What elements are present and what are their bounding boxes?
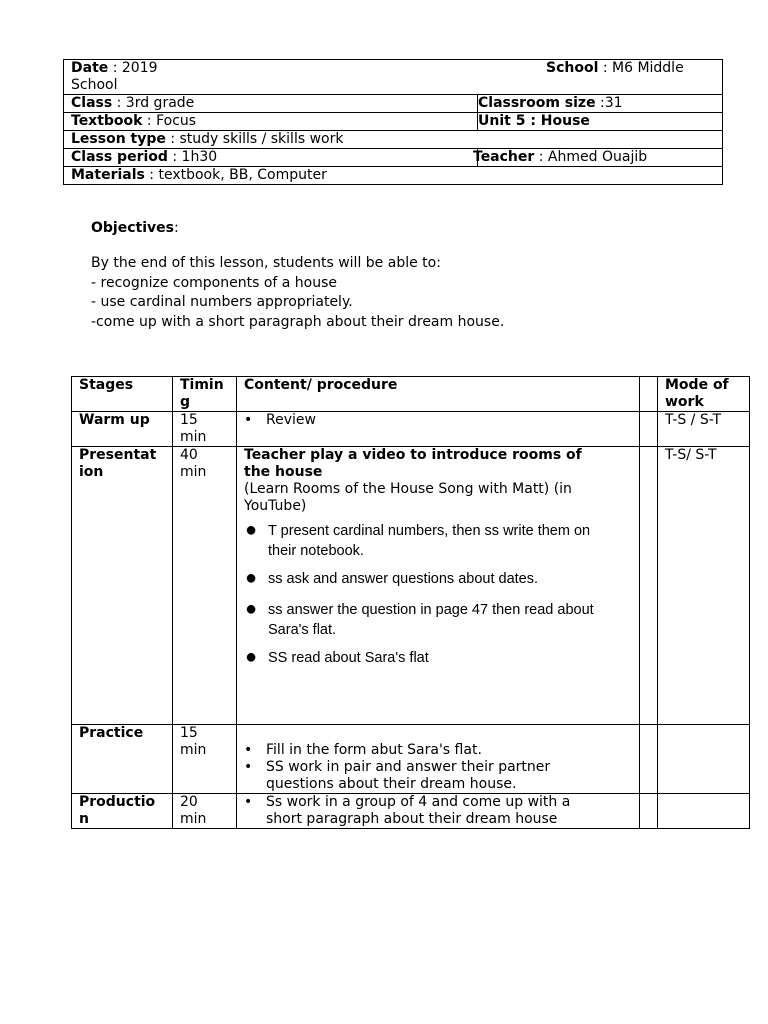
objective-item: -come up with a short paragraph about their dream house. (91, 313, 505, 330)
list-item (244, 569, 632, 589)
empty-cell (640, 794, 658, 829)
lesson-type-label: Lesson type (71, 131, 166, 147)
bullet: ● (245, 646, 258, 668)
mode-warmup: T-S / S-T (658, 412, 750, 447)
table-row-presentation (72, 447, 750, 725)
timing-unit: min (180, 464, 207, 480)
header-empty (640, 377, 658, 412)
objective-item: - recognize components of a house (91, 274, 338, 291)
lesson-plan-table (71, 376, 750, 829)
header-stages: Stages (72, 377, 173, 412)
textbook-value: : Focus (142, 113, 197, 129)
content-production (237, 794, 640, 829)
content-presentation (237, 447, 640, 725)
timing-value: 15 (180, 725, 198, 741)
class-period-cell (64, 149, 478, 167)
objective-item: - use cardinal numbers appropriately. (91, 294, 353, 310)
stage-line2: ion (79, 464, 104, 480)
school-label: School (546, 60, 599, 76)
class-period-label: Class period (71, 149, 168, 165)
date-label: Date (71, 60, 109, 76)
presentation-heading-line2: the house (244, 464, 323, 480)
unit-cell (478, 113, 723, 131)
list-item-line: Sara's flat. (268, 622, 337, 638)
objectives-section (91, 220, 711, 332)
textbook-label: Textbook (71, 113, 143, 129)
stage-production (72, 794, 173, 829)
school-value-continued: School (71, 77, 118, 93)
materials-label: Materials (71, 167, 145, 183)
unit-label: Unit 5 : House (478, 113, 590, 129)
timing-unit: min (180, 429, 207, 445)
list-item-line: their notebook. (268, 543, 364, 559)
timing-practice (173, 725, 237, 794)
list-item (244, 794, 632, 828)
list-item-line: T present cardinal numbers, then ss write them on (268, 523, 591, 539)
header-mode-line2: work (665, 394, 704, 410)
stage-practice: Practice (72, 725, 173, 794)
table-header-row (72, 377, 750, 412)
materials-cell (64, 167, 723, 185)
class-value: : 3rd grade (112, 95, 195, 111)
content-warmup (237, 412, 640, 447)
production-item-line1: Ss work in a group of 4 and come up with a (266, 794, 571, 810)
stage-line1: Presentat (79, 447, 157, 463)
warmup-item: Review (266, 412, 316, 428)
bullet: • (244, 759, 253, 775)
timing-value: 15 (180, 412, 198, 428)
bullet: ● (245, 567, 258, 589)
header-timing-line2: g (180, 394, 191, 410)
timing-production (173, 794, 237, 829)
school-value: : M6 Middle (598, 60, 684, 76)
materials-value: : textbook, BB, Computer (144, 167, 327, 183)
practice-item-1: Fill in the form abut Sara's flat. (266, 742, 482, 758)
class-period-value: : 1h30 (167, 149, 218, 165)
list-item-line: SS read about Sara's flat (268, 650, 429, 666)
lesson-type-cell (64, 131, 723, 149)
list-item (244, 759, 632, 793)
presentation-note-line2: YouTube) (244, 498, 307, 514)
mode-presentation: T-S/ S-T (658, 447, 750, 725)
stage-line1: Productio (79, 794, 156, 810)
stage-presentation (72, 447, 173, 725)
lesson-info-table (63, 59, 723, 185)
objectives-intro: By the end of this lesson, students will be able to: (91, 255, 441, 271)
table-row-production (72, 794, 750, 829)
table-row-warmup (72, 412, 750, 447)
header-timing-line1: Timin (180, 377, 224, 393)
info-row-class-period (64, 149, 723, 167)
content-practice (237, 725, 640, 794)
objectives-colon: : (173, 220, 179, 236)
empty-cell (640, 412, 658, 447)
teacher-cell (473, 149, 723, 167)
practice-item-2-line2: questions about their dream house. (266, 776, 517, 792)
teacher-value: : Ahmed Ouajib (534, 149, 648, 165)
bullet: • (244, 412, 253, 428)
production-item-line2: short paragraph about their dream house (266, 811, 558, 827)
list-item (244, 521, 632, 561)
empty-cell (640, 725, 658, 794)
list-item (244, 648, 632, 668)
timing-unit: min (180, 811, 207, 827)
list-item-line: ss ask and answer questions about dates. (268, 571, 539, 587)
bullet: • (244, 794, 253, 810)
presentation-note-line1: (Learn Rooms of the House Song with Matt) (in (244, 481, 572, 497)
objectives-heading (91, 220, 711, 237)
textbook-cell (64, 113, 478, 131)
timing-value: 20 (180, 794, 198, 810)
header-timing (173, 377, 237, 412)
info-row-textbook (64, 113, 723, 131)
info-row-class (64, 95, 723, 113)
bullet: ● (245, 519, 258, 541)
class-label: Class (71, 95, 113, 111)
objectives-title: Objectives (91, 220, 174, 236)
list-item (244, 742, 632, 759)
empty-cell (640, 447, 658, 725)
list-item-line: ss answer the question in page 47 then read about (268, 602, 594, 618)
class-cell (64, 95, 478, 113)
practice-item-2-line1: SS work in pair and answer their partner (266, 759, 551, 775)
timing-presentation (173, 447, 237, 725)
classroom-size-label: Classroom size (478, 95, 596, 111)
teacher-label: Teacher (473, 149, 535, 165)
list-item (244, 600, 632, 640)
bullet: • (244, 742, 253, 758)
mode-practice (658, 725, 750, 794)
timing-unit: min (180, 742, 207, 758)
info-row-date (64, 60, 723, 95)
header-mode (658, 377, 750, 412)
timing-value: 40 (180, 447, 198, 463)
stage-line2: n (79, 811, 89, 827)
header-mode-line1: Mode of (665, 377, 729, 393)
classroom-size-value: :31 (595, 95, 623, 111)
info-row-lesson-type (64, 131, 723, 149)
info-row-materials (64, 167, 723, 185)
lesson-type-value: : study skills / skills work (165, 131, 344, 147)
presentation-heading-line1: Teacher play a video to introduce rooms of (244, 447, 582, 463)
bullet: ● (245, 598, 258, 620)
date-school-cell (64, 60, 723, 95)
mode-production (658, 794, 750, 829)
timing-warmup (173, 412, 237, 447)
table-row-practice (72, 725, 750, 794)
header-content: Content/ procedure (237, 377, 640, 412)
stage-warmup: Warm up (72, 412, 173, 447)
classroom-size-cell (478, 95, 723, 113)
date-value: : 2019 (108, 60, 158, 76)
